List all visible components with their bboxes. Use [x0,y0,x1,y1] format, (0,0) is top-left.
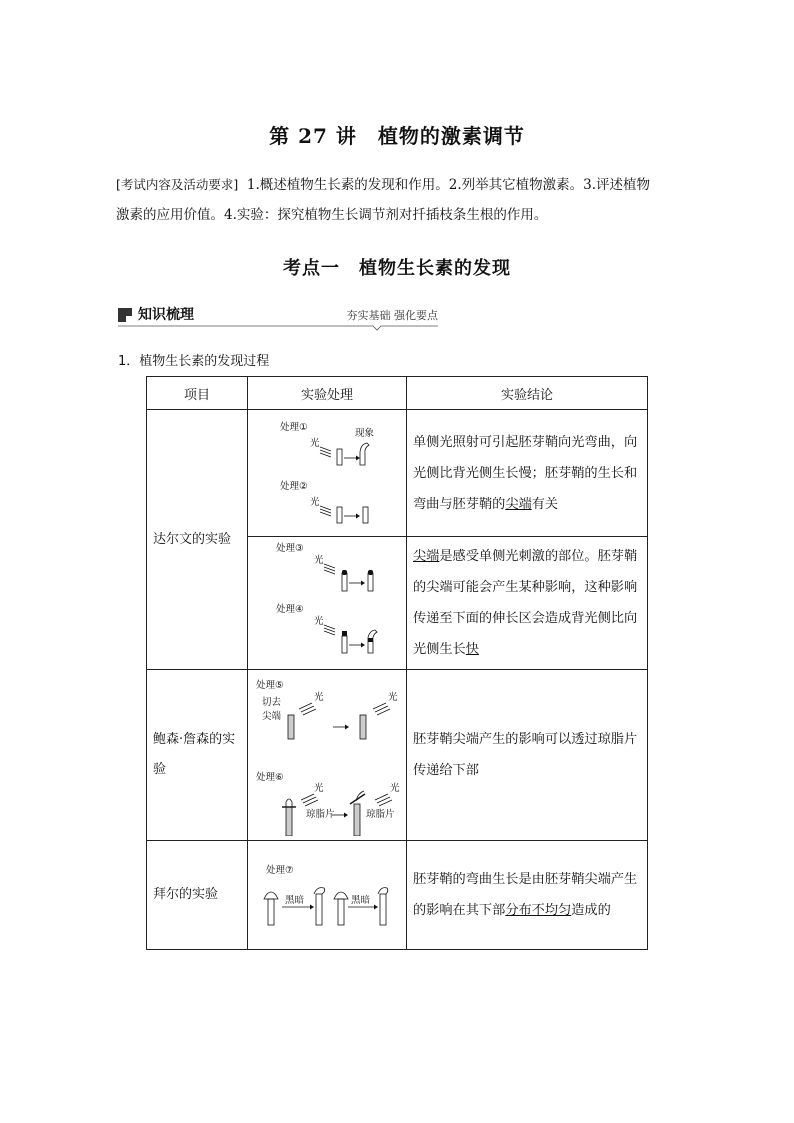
diagram-label: 光 [314,692,324,703]
darwin-diagram-2 [248,537,407,670]
boysen-diagram [248,670,407,841]
diagram-label: 光 [310,438,320,449]
header-treatment: 实验处理 [248,377,407,410]
darwin-conclusion-2 [407,537,648,670]
diagram-label: 光 [314,783,324,794]
diagram-label: 处理③ [276,543,304,554]
darwin-conclusion-1 [407,410,648,537]
diagram-label: 光 [388,692,398,703]
heading-1: 1．植物生长素的发现过程 [118,354,270,369]
darwin-name: 达尔文的实验 [147,410,248,670]
page-title: 第 27 讲 植物的激素调节 [269,124,525,148]
paal-treatment-7-diagram [248,841,406,945]
diagram-label: 处理④ [276,604,304,615]
paal-diagram [248,841,407,950]
table-row [147,841,648,950]
conclusion-text: 造成的 [571,903,611,918]
darwin-diagram-1 [248,410,407,537]
header-item: 项目 [147,377,248,410]
diagram-label: 尖端 [262,711,282,722]
conclusion-keyword: 尖端 [505,496,532,512]
conclusion-keyword: 快 [465,642,479,657]
diagram-label: 光 [310,497,320,508]
knowledge-header [118,304,438,328]
boysen-conclusion: 胚芽鞘尖端产生的影响可以透过琼脂片传递给下部 [407,670,648,841]
table-row [147,410,648,537]
header-conclusion: 实验结论 [407,377,648,410]
exam-requirements [116,170,682,230]
diagram-label: 光 [314,616,324,627]
paal-conclusion [407,841,648,950]
diagram-label: 黑暗 [351,895,371,906]
conclusion-text: 单侧光照射可引起胚芽鞘向光弯曲，向光侧比背光侧生长慢；胚芽鞘的生长和弯曲与胚芽鞘的 [413,434,638,512]
darwin-treatment-3-4-diagram [248,537,406,665]
boysen-treatment-5-6-diagram [248,670,406,836]
conclusion-text: 胚芽鞘的弯曲生长是由胚芽鞘尖端产生的影响在其下部 [413,872,638,918]
square-notch-icon [125,315,132,322]
conclusion-text: 是感受单侧光刺激的部位。胚芽鞘的尖端可能会产生某种影响，这种影响传递至下面的伸长区会造成背光侧比向光侧生长 [413,549,638,657]
diagram-label: 切去 [262,697,282,708]
diagram-label: 黑暗 [285,895,305,906]
diagram-label: 琼脂片 [366,809,395,820]
knowledge-label: 知识梳理 [138,307,194,323]
conclusion-keyword: 尖端 [413,549,440,564]
diagram-label: 处理② [280,481,308,492]
requirements-tag: [考试内容及活动要求] [116,177,239,192]
diagram-label: 处理⑤ [256,680,284,691]
discovery-table [146,376,648,950]
header-rule [118,324,438,332]
diagram-label: 处理⑥ [256,772,284,783]
requirements-line1: 1.概述植物生长素的发现和作用。2.列举其它植物激素。3.评述植物 [246,177,650,193]
section-title: 考点一 植物生长素的发现 [283,258,511,279]
table-row [147,670,648,841]
conclusion-keyword: 分布不均匀 [505,903,572,918]
diagram-label: 琼脂片 [306,809,335,820]
knowledge-subtitle: 夯实基础 强化要点 [346,309,438,322]
conclusion-text: 有关 [531,496,559,512]
darwin-treatment-1-2-diagram [248,410,406,532]
diagram-label: 光 [314,555,324,566]
diagram-label: 光 [390,783,400,794]
boysen-name: 鲍森·詹森的实验 [147,670,248,841]
table-header-row [147,377,648,410]
paal-name: 拜尔的实验 [147,841,248,950]
requirements-line2: 激素的应用价值。4.实验：探究植物生长调节剂对扦插枝条生根的作用。 [116,207,548,223]
diagram-label: 现象 [355,428,375,439]
diagram-label: 处理① [280,422,308,433]
diagram-label: 处理⑦ [266,865,294,876]
